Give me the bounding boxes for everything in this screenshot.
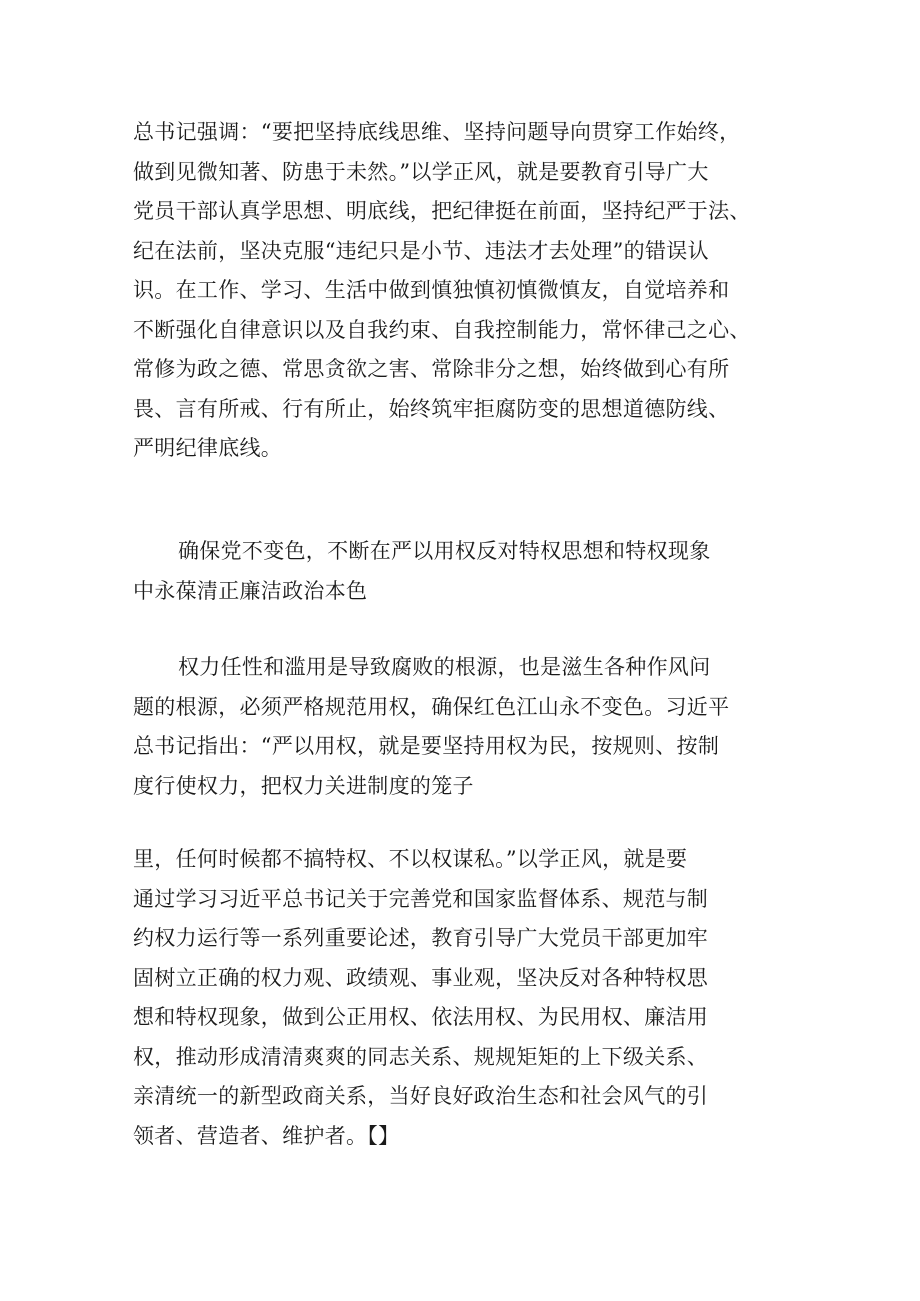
heading-line: 中永葆清正廉洁政治本色 <box>133 578 368 603</box>
text-line: 想和特权现象，做到公正用权、依法用权、为民用权、廉洁用 <box>133 1005 709 1029</box>
paragraph-discipline <box>133 113 813 469</box>
text-line: 里，任何时候都不搞特权、不以权谋私。”以学正风，就是要 <box>133 847 688 871</box>
text-line: 常修为政之德、常思贪欲之害、常除非分之想，始终做到心有所 <box>133 357 730 381</box>
text-line: 权，推动形成清清爽爽的同志关系、规规矩矩的上下级关系、 <box>133 1044 709 1069</box>
text-line: 做到见微知著、防患于未然。”以学正风，就是要教育引导广大 <box>133 159 709 184</box>
text-line: 权力任性和滥用是导致腐败的根源，也是滋生各种作风问 <box>178 655 711 679</box>
text-line: 题的根源，必须严格规范用权，确保红色江山永不变色。习近平 <box>133 694 730 719</box>
text-line: 总书记强调：“要把坚持底线思维、坚持问题导向贯穿工作始终， <box>133 120 741 144</box>
heading-line: 确保党不变色，不断在严以用权反对特权思想和特权现象 <box>178 539 711 563</box>
text-line: 不断强化自律意识以及自我约束、自我控制能力，常怀律己之心、 <box>133 317 751 342</box>
text-line: 约权力运行等一系列重要论述，教育引导广大党员干部更加牢 <box>133 926 709 950</box>
text-line: 畏、言有所戒、行有所止，始终筑牢拒腐防变的思想道德防线、 <box>133 396 730 421</box>
text-line: 总书记指出：“严以用权，就是要坚持用权为民，按规则、按制 <box>133 734 720 758</box>
text-line: 度行使权力，把权力关进制度的笼子 <box>133 773 474 798</box>
text-line: 党员干部认真学思想、明底线，把纪律挺在前面，坚持纪严于法、 <box>133 199 751 223</box>
paragraph-privilege <box>133 840 813 1156</box>
text-line: 领者、营造者、维护者。【】 <box>133 1123 400 1148</box>
text-line: 固树立正确的权力观、政绩观、事业观，坚决反对各种特权思 <box>133 965 709 990</box>
text-line: 严明纪律底线。 <box>133 436 283 460</box>
section-heading <box>133 532 813 611</box>
text-line: 纪在法前，坚决克服“违纪只是小节、违法才去处理”的错误认 <box>133 238 709 263</box>
text-line: 识。在工作、学习、生活中做到慎独慎初慎微慎友，自觉培养和 <box>133 278 730 302</box>
text-line: 通过学习习近平总书记关于完善党和国家监督体系、规范与制 <box>133 886 709 911</box>
text-line: 亲清统一的新型政商关系，当好良好政治生态和社会风气的引 <box>133 1084 709 1108</box>
paragraph-power <box>133 648 813 806</box>
